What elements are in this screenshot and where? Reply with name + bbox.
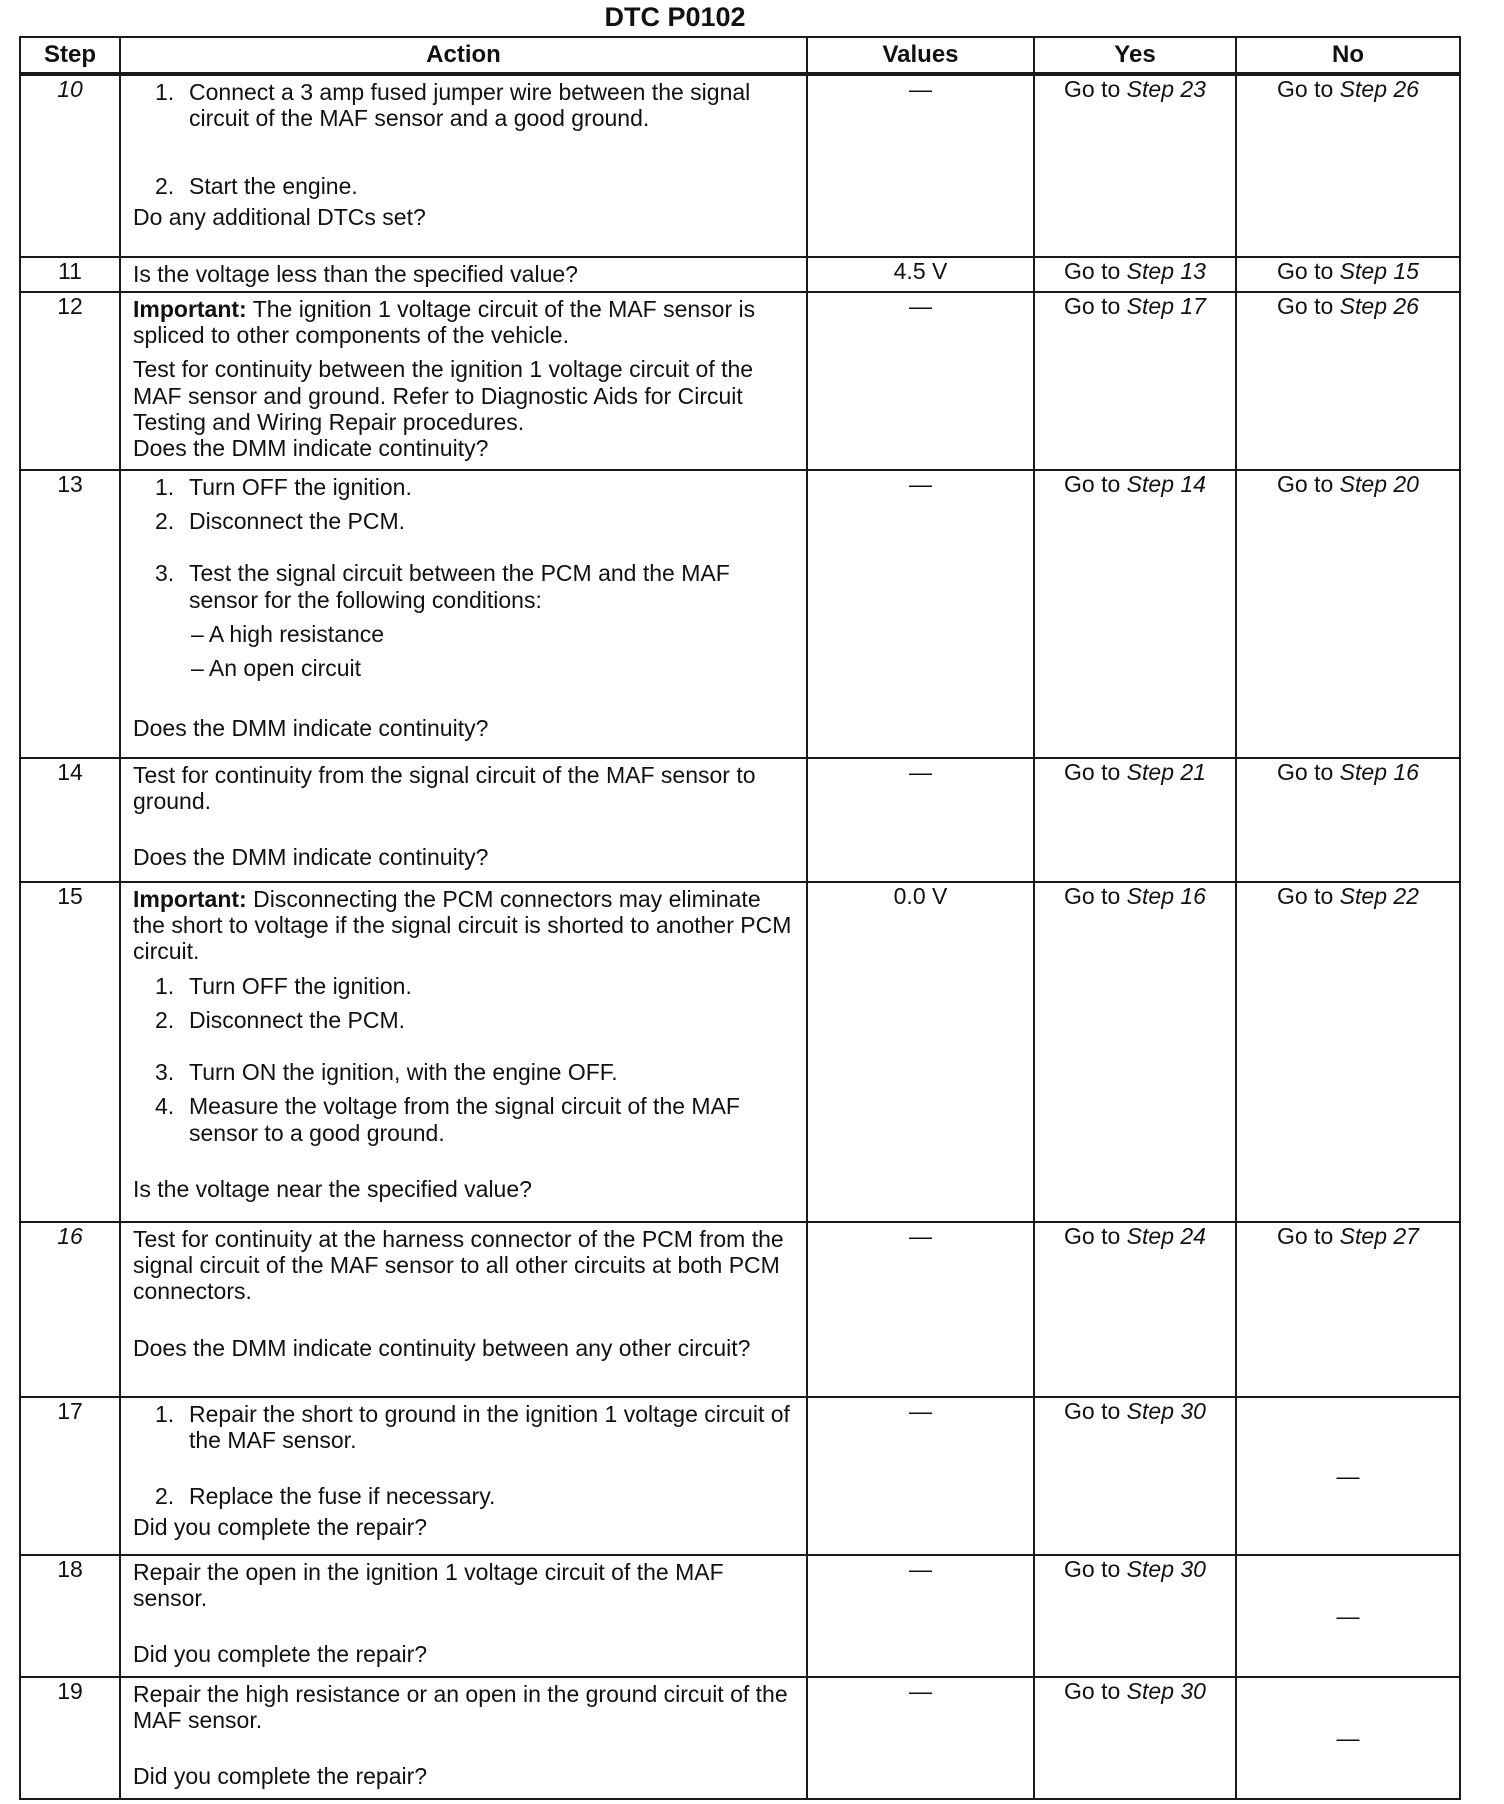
table-row (20, 470, 1460, 758)
yes-cell: Go to Step 16 (1034, 882, 1236, 1222)
yes-cell: Go to Step 21 (1034, 758, 1236, 882)
yes-cell: Go to Step 30 (1034, 1555, 1236, 1677)
step-number: 16 (20, 1222, 120, 1397)
no-cell: Go to Step 16 (1236, 758, 1460, 882)
no-target-step: 20 (1393, 471, 1419, 497)
value-cell: — (807, 758, 1034, 882)
list-item: 1. Connect a 3 amp fused jumper wire between the signal circuit of the MAF sensor and a good ground. (155, 79, 751, 132)
header-action: Action (120, 37, 807, 74)
action-question: Does the DMM indicate continuity? (133, 715, 489, 742)
value-cell: — (807, 1677, 1034, 1799)
step-number: 14 (20, 758, 120, 882)
action-cell (120, 1677, 807, 1799)
table-header-row (20, 37, 1460, 74)
step-number: 12 (20, 292, 120, 470)
value-cell: — (807, 1397, 1034, 1555)
list-item: 1. Turn OFF the ignition. (155, 972, 412, 999)
list-item: 1. Repair the short to ground in the ignition 1 voltage circuit of the MAF sensor. (155, 1401, 790, 1454)
action-question: Does the DMM indicate continuity? (133, 844, 489, 871)
no-target-step: 15 (1393, 258, 1419, 284)
important-note: Important: Disconnecting the PCM connectors may eliminate the short to voltage if the signal circuit is shorted to another PCM circuit. (133, 886, 792, 965)
yes-cell: Go to Step 24 (1034, 1222, 1236, 1397)
no-cell: Go to Step 20 (1236, 470, 1460, 758)
yes-cell: Go to Step 30 (1034, 1677, 1236, 1799)
yes-target-step: 30 (1180, 1398, 1206, 1424)
yes-target-step: 17 (1180, 293, 1206, 319)
value-cell: 4.5 V (807, 257, 1034, 292)
yes-target-step: 21 (1180, 759, 1206, 785)
list-item: 1. Turn OFF the ignition. (155, 474, 412, 500)
list-item: 3. Test the signal circuit between the PCM and the MAF sensor for the following conditions: (155, 560, 730, 613)
yes-target-step: 16 (1180, 883, 1206, 909)
important-note: Important: The ignition 1 voltage circuit of the MAF sensor is spliced to other components of the vehicle. (133, 296, 756, 349)
table-row (20, 1397, 1460, 1555)
action-cell (120, 1397, 807, 1555)
header-values: Values (807, 37, 1034, 74)
step-number: 10 (20, 74, 120, 257)
table-row (20, 74, 1460, 257)
page-title: DTC P0102 (604, 2, 746, 32)
no-cell: — (1236, 1555, 1460, 1677)
action-text: Test for continuity from the signal circuit of the MAF sensor to ground. (133, 762, 756, 815)
diagnostic-table (19, 36, 1461, 1800)
yes-target-step: 30 (1180, 1556, 1206, 1582)
action-cell (120, 1555, 807, 1677)
yes-target-step: 14 (1180, 471, 1206, 497)
step-number: 13 (20, 470, 120, 758)
yes-cell: Go to Step 13 (1034, 257, 1236, 292)
table-row (20, 257, 1460, 292)
yes-cell: Go to Step 30 (1034, 1397, 1236, 1555)
table-row (20, 882, 1460, 1222)
step-number: 19 (20, 1677, 120, 1799)
action-text: Repair the high resistance or an open in the ground circuit of the MAF sensor. (133, 1681, 788, 1734)
step-number: 15 (20, 882, 120, 1222)
sub-item: – An open circuit (191, 655, 362, 682)
step-number: 11 (20, 257, 120, 292)
action-cell (120, 1222, 807, 1397)
table-row (20, 292, 1460, 470)
yes-cell: Go to Step 23 (1034, 74, 1236, 257)
no-cell: Go to Step 26 (1236, 292, 1460, 470)
list-item: 4. Measure the voltage from the signal circuit of the MAF sensor to a good ground. (155, 1093, 740, 1146)
no-cell: — (1236, 1397, 1460, 1555)
header-no: No (1236, 37, 1460, 74)
sub-item: – A high resistance (191, 620, 385, 647)
step-number: 17 (20, 1397, 120, 1555)
yes-target-step: 13 (1180, 258, 1206, 284)
yes-target-step: 30 (1180, 1678, 1206, 1704)
action-cell (120, 257, 807, 292)
action-cell (120, 758, 807, 882)
value-cell: 0.0 V (807, 882, 1034, 1222)
table-row (20, 758, 1460, 882)
list-item: 2. Disconnect the PCM. (155, 508, 406, 535)
no-cell: Go to Step 15 (1236, 257, 1460, 292)
action-text: Repair the open in the ignition 1 voltage circuit of the MAF sensor. (133, 1559, 724, 1612)
no-target-step: 22 (1393, 883, 1419, 909)
action-cell (120, 470, 807, 758)
table-row (20, 1555, 1460, 1677)
no-cell: Go to Step 22 (1236, 882, 1460, 1222)
value-cell: — (807, 1555, 1034, 1677)
value-cell: — (807, 1222, 1034, 1397)
list-item: 2. Replace the fuse if necessary. (155, 1483, 496, 1510)
action-question: Does the DMM indicate continuity? (133, 435, 489, 462)
action-question: Is the voltage less than the specified value? (133, 261, 578, 287)
no-target-step: 27 (1393, 1223, 1419, 1249)
action-cell (120, 882, 807, 1222)
action-question: Is the voltage near the specified value? (133, 1175, 532, 1202)
action-question: Does the DMM indicate continuity between any other circuit? (133, 1334, 751, 1361)
action-text: Test for continuity at the harness connector of the PCM from the signal circuit of the MAF sensor to all other circuits at both PCM connectors. (133, 1226, 784, 1305)
value-cell: — (807, 292, 1034, 470)
action-question: Do any additional DTCs set? (133, 203, 426, 230)
no-target-step: 26 (1393, 76, 1419, 102)
action-cell (120, 292, 807, 470)
no-cell: Go to Step 26 (1236, 74, 1460, 257)
action-question: Did you complete the repair? (133, 1513, 428, 1540)
table-row (20, 1222, 1460, 1397)
header-step: Step (20, 37, 120, 74)
list-item: 3. Turn ON the ignition, with the engine OFF. (155, 1059, 618, 1086)
list-item: 2. Disconnect the PCM. (155, 1006, 406, 1033)
no-target-step: 16 (1393, 759, 1419, 785)
yes-cell: Go to Step 14 (1034, 470, 1236, 758)
action-question: Did you complete the repair? (133, 1763, 428, 1790)
no-target-step: 26 (1393, 293, 1419, 319)
value-cell: — (807, 470, 1034, 758)
header-yes: Yes (1034, 37, 1236, 74)
action-question: Did you complete the repair? (133, 1641, 428, 1668)
action-cell (120, 74, 807, 257)
no-cell: Go to Step 27 (1236, 1222, 1460, 1397)
no-cell: — (1236, 1677, 1460, 1799)
action-text: Test for continuity between the ignition 1 voltage circuit of the MAF sensor and ground. Refer to Diagnostic Aids for Circuit Testing and Wiring Repair procedures. (133, 356, 754, 435)
yes-target-step: 23 (1180, 76, 1206, 102)
yes-cell: Go to Step 17 (1034, 292, 1236, 470)
yes-target-step: 24 (1180, 1223, 1206, 1249)
table-row (20, 1677, 1460, 1799)
list-item: 2. Start the engine. (155, 173, 358, 200)
value-cell: — (807, 74, 1034, 257)
step-number: 18 (20, 1555, 120, 1677)
